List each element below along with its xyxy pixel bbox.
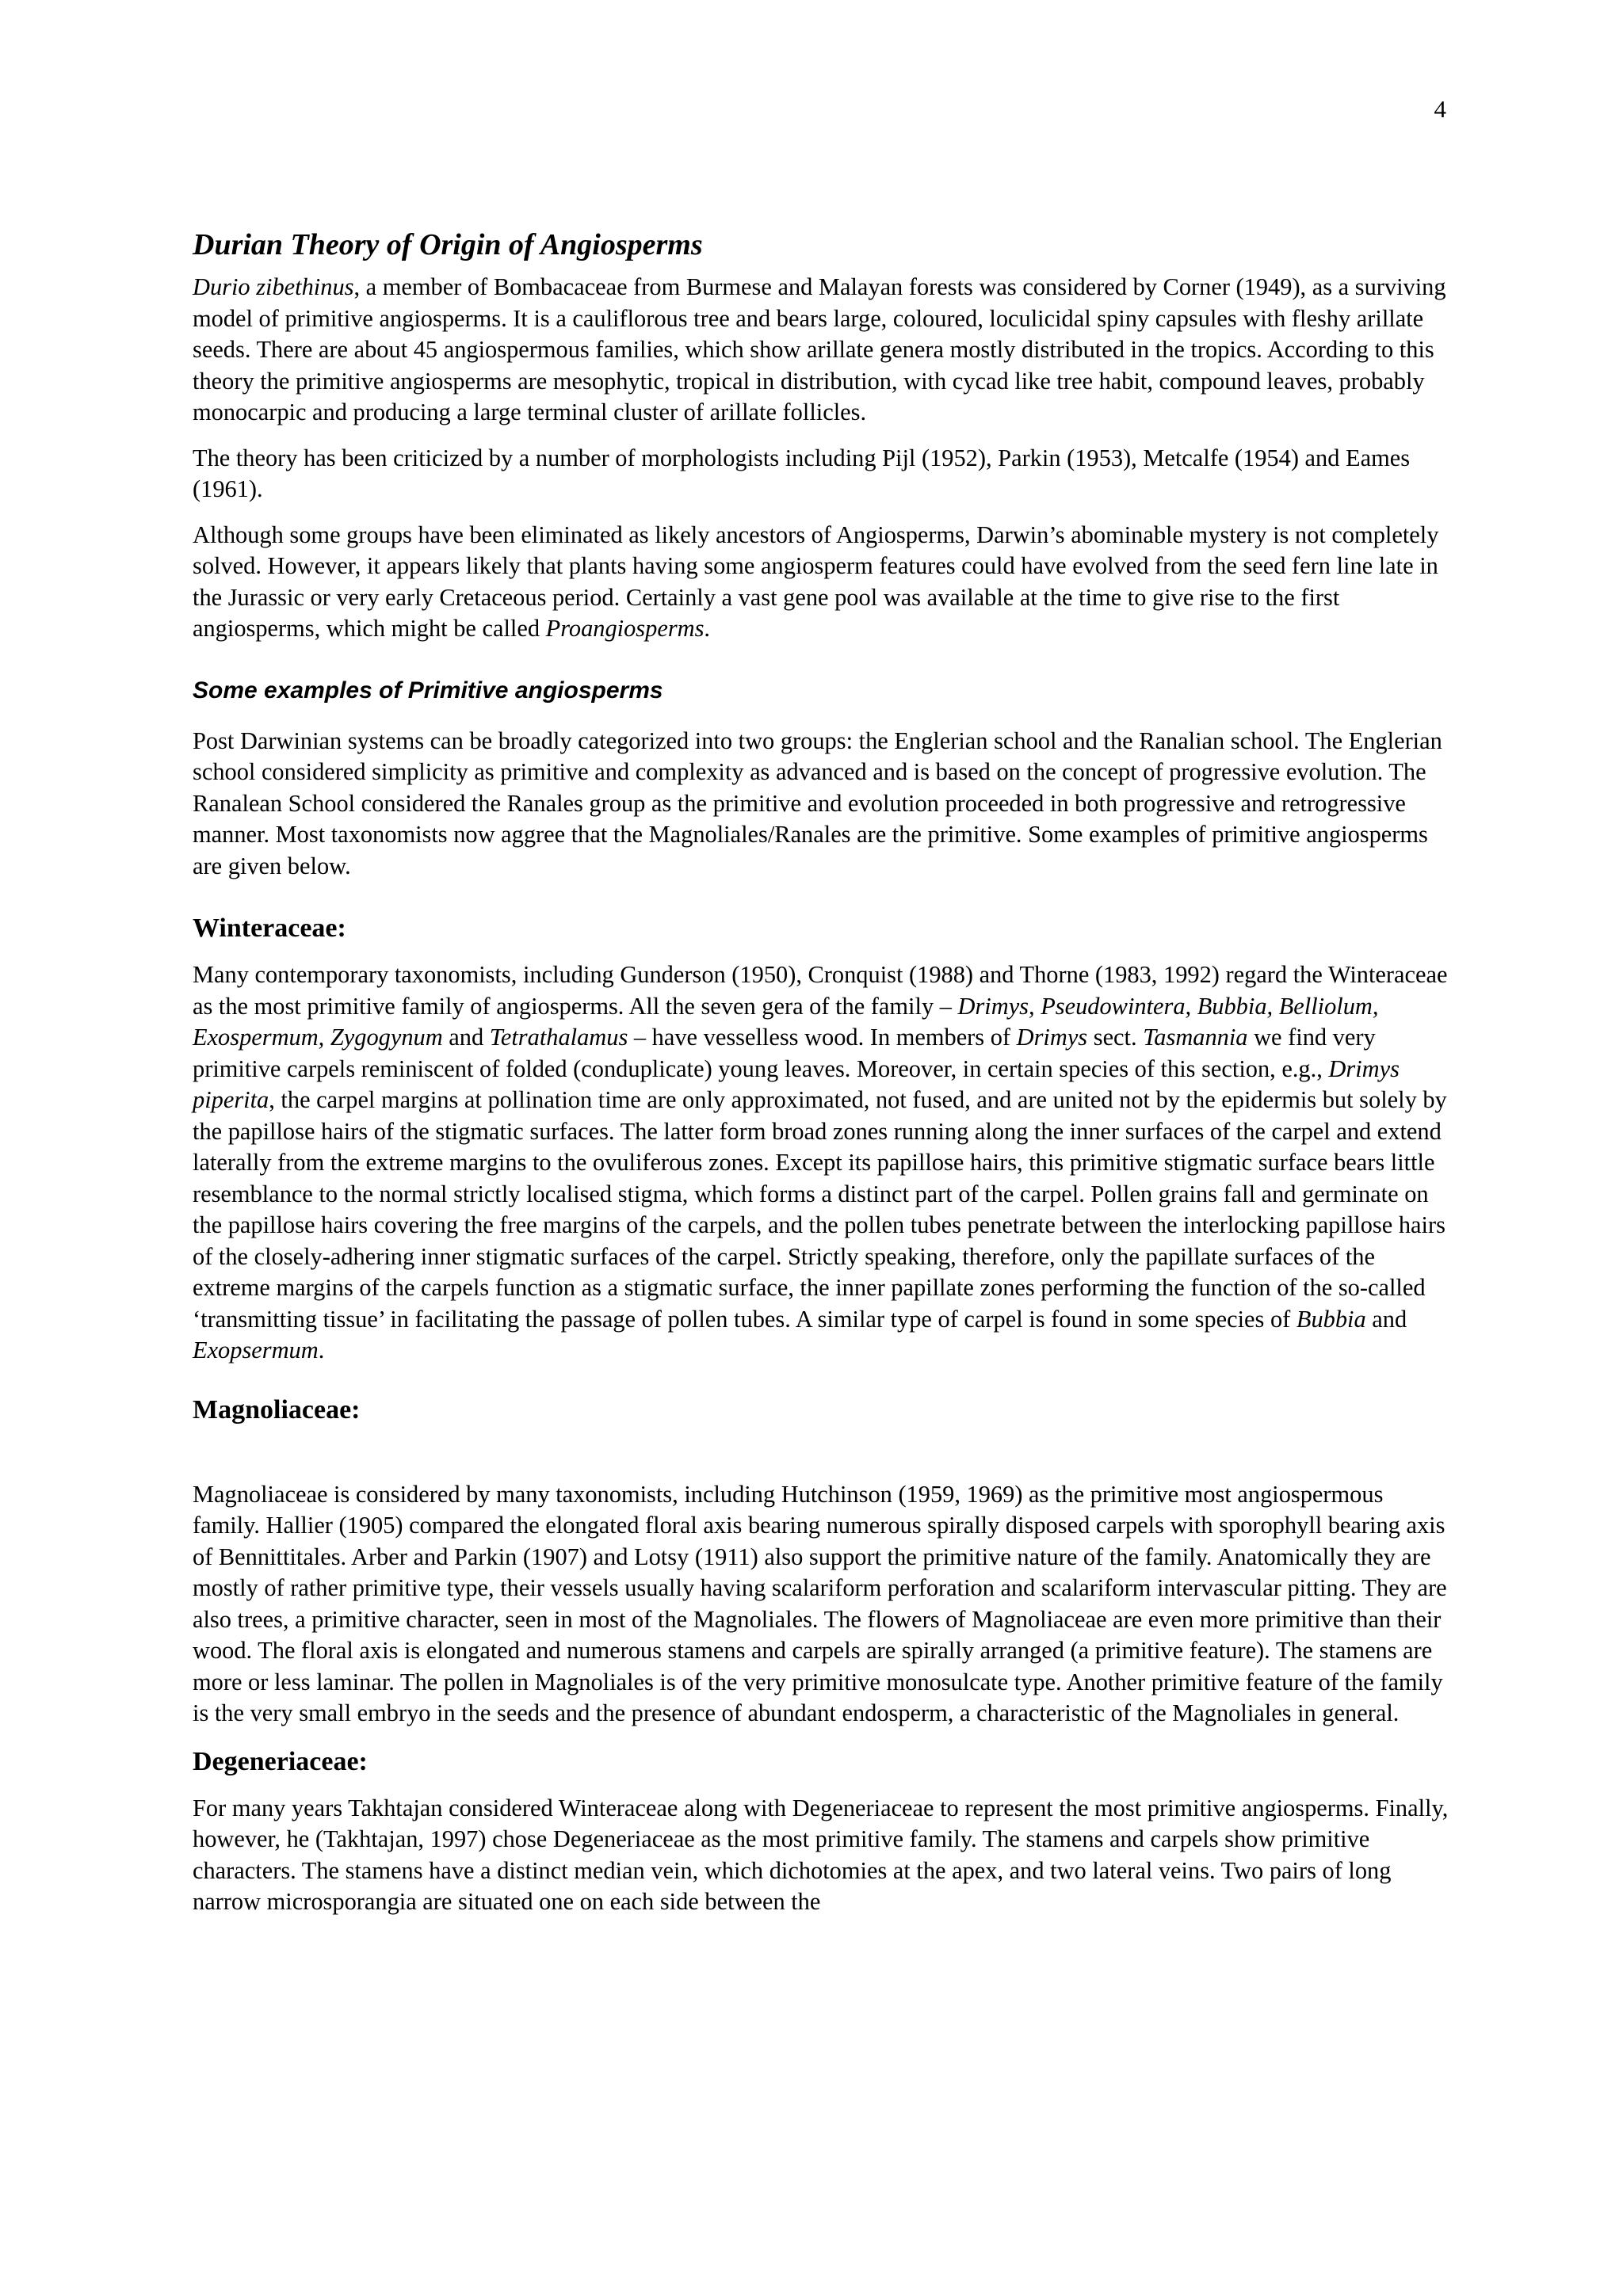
paragraph-degeneriaceae: For many years Takhtajan considered Winteraceae along with Degeneriaceae to represent the most primitive angiosperms. Finally, however, he (Takhtajan, 1997) chose Degeneriaceae as the most primitive family. The stamens and carpels show primitive characters. The stamens have a distinct median vein, which dichotomies at the apex, and two lateral veins. Two pairs of long narrow microsporangia are situated one on each side between the [193, 1794, 1449, 1915]
genus-name: Bubbia [1296, 1305, 1366, 1333]
text-run: Although some groups have been eliminated as likely ancestors of Angiosperms, Darwin’s abominable mystery is not completely solved. However, it appears likely that plants having some angiosperm features could have evolved from the seed fern line late in the Jurassic or very early Cretaceous period. Certainly a vast gene pool was available at the time to give rise to the first angiosperms, which might be called [193, 521, 1439, 642]
species-name: Durio zibethinus [193, 273, 354, 300]
genera-list: Drimys, Pseudowintera, Bubbia, Belliolum, Exospermum, Zygogynum [193, 992, 1379, 1051]
paragraph-primitive-examples: Post Darwinian systems can be broadly categorized into two groups: the Englerian school and the Ranalian school. The Englerian school considered simplicity as primitive and complexity as advanced and is based on the concept of progressive evolution. The Ranalean School considered the Ranales group as the primitive and evolution proceeded in both progressive and retrogressive manner. Most taxonomists now aggree that the Magnoliales/Ranales are the primitive. Some examples of primitive angiosperms are given below. [193, 727, 1442, 879]
text-run: and [1365, 1305, 1407, 1333]
text-run: – have vesselless wood. In members of [628, 1024, 1017, 1051]
section-name: Tasmannia [1143, 1024, 1248, 1051]
section-heading-primitive-examples: Some examples of Primitive angiosperms [193, 677, 663, 704]
species-name: Drimys piperita [193, 1055, 1400, 1113]
paragraph-winteraceae [193, 959, 1453, 1367]
term-italic: Proangiosperms [545, 615, 705, 642]
text-run: and [442, 1024, 490, 1051]
family-heading-degeneriaceae: Degeneriaceae: [193, 1746, 368, 1776]
text-run: , a member of Bombacaceae from Burmese and Malayan forests was considered by Corner (1949), as a surviving model of primitive angiosperms. It is a cauliflorous tree and bears large, coloured, loculicidal spiny capsules with fleshy arillate seeds. There are about 45 angiospermous families, which show arillate genera mostly distributed in the tropics. According to this theory the primitive angiosperms are mesophytic, tropical in distribution, with cycad like tree habit, compound leaves, probably monocarpic and producing a large terminal cluster of arillate follicles. [193, 273, 1446, 425]
paragraph-durian-conclusion [193, 520, 1453, 645]
family-heading-winteraceae: Winteraceae: [193, 913, 346, 943]
paragraph-durian-criticism: The theory has been criticized by a number of morphologists including Pijl (1952), Parkin (1953), Metcalfe (1954) and Eames (1961). [193, 444, 1411, 502]
text-run: we find very primitive carpels reminiscent of folded (conduplicate) young leaves. Moreover, in certain species of this section, e.g., [193, 1024, 1376, 1082]
genus-name: Tetrathalamus [489, 1024, 628, 1051]
family-heading-magnoliaceae: Magnoliaceae: [193, 1394, 361, 1425]
paragraph-magnoliaceae: Magnoliaceae is considered by many taxonomists, including Hutchinson (1959, 1969) as the primitive most angiospermous family. Hallier (1905) compared the elongated floral axis bearing numerous spirally disposed carpels with sporophyll bearing axis of Bennittitales. Arber and Parkin (1907) and Lotsy (1911) also support the primitive nature of the family. Anatomically they are mostly of rather primitive type, their vessels usually having scalariform perforation and scalariform intervascular pitting. They are also trees, a primitive character, seen in most of the Magnoliales. The flowers of Magnoliaceae are even more primitive than their wood. The floral axis is elongated and numerous stamens and carpels are spirally arranged (a primitive feature). The stamens are more or less laminar. The pollen in Magnoliales is of the very primitive monosulcate type. Another primitive feature of the family is the very small embryo in the seeds and the presence of abundant endosperm, a characteristic of the Magnoliales in general. [193, 1480, 1447, 1726]
page-number: 4 [1434, 95, 1446, 123]
genus-name: Drimys [1016, 1024, 1088, 1051]
genus-name: Exopsermum [193, 1337, 319, 1363]
text-run: , the carpel margins at pollination time are only approximated, not fused, and are united not by the epidermis but solely by the papillose hairs of the stigmatic surfaces. The latter form broad zones running along the inner surfaces of the carpel and extend laterally from the extreme margins to the ovuliferous zones. Except its papillose hairs, this primitive stigmatic surface bears little resemblance to the normal strictly localised stigma, which forms a distinct part of the carpel. Pollen grains fall and germinate on the papillose hairs covering the free margins of the carpels, and the pollen tubes penetrate between the interlocking papillose hairs of the closely-adhering inner stigmatic surfaces of the carpel. Strictly speaking, therefore, only the papillate surfaces of the extreme margins of the carpels function as a stigmatic surface, the inner papillate zones performing the function of the so-called ‘transmitting tissue’ in facilitating the passage of pollen tubes. A similar type of carpel is found in some species of [193, 1086, 1447, 1333]
paragraph-durian-intro [193, 272, 1453, 429]
text-run: Many contemporary taxonomists, including Gunderson (1950), Cronquist (1988) and Thorne (1983, 1992) regard the Winteraceae as the most primitive family of angiosperms. All the seven gera of the family – [193, 961, 1448, 1020]
text-run: sect. [1087, 1024, 1144, 1051]
section-title-durian-theory: Durian Theory of Origin of Angiosperms [193, 228, 703, 261]
text-run: . [704, 615, 711, 642]
page-content [193, 226, 1453, 1932]
text-run: . [318, 1337, 325, 1363]
